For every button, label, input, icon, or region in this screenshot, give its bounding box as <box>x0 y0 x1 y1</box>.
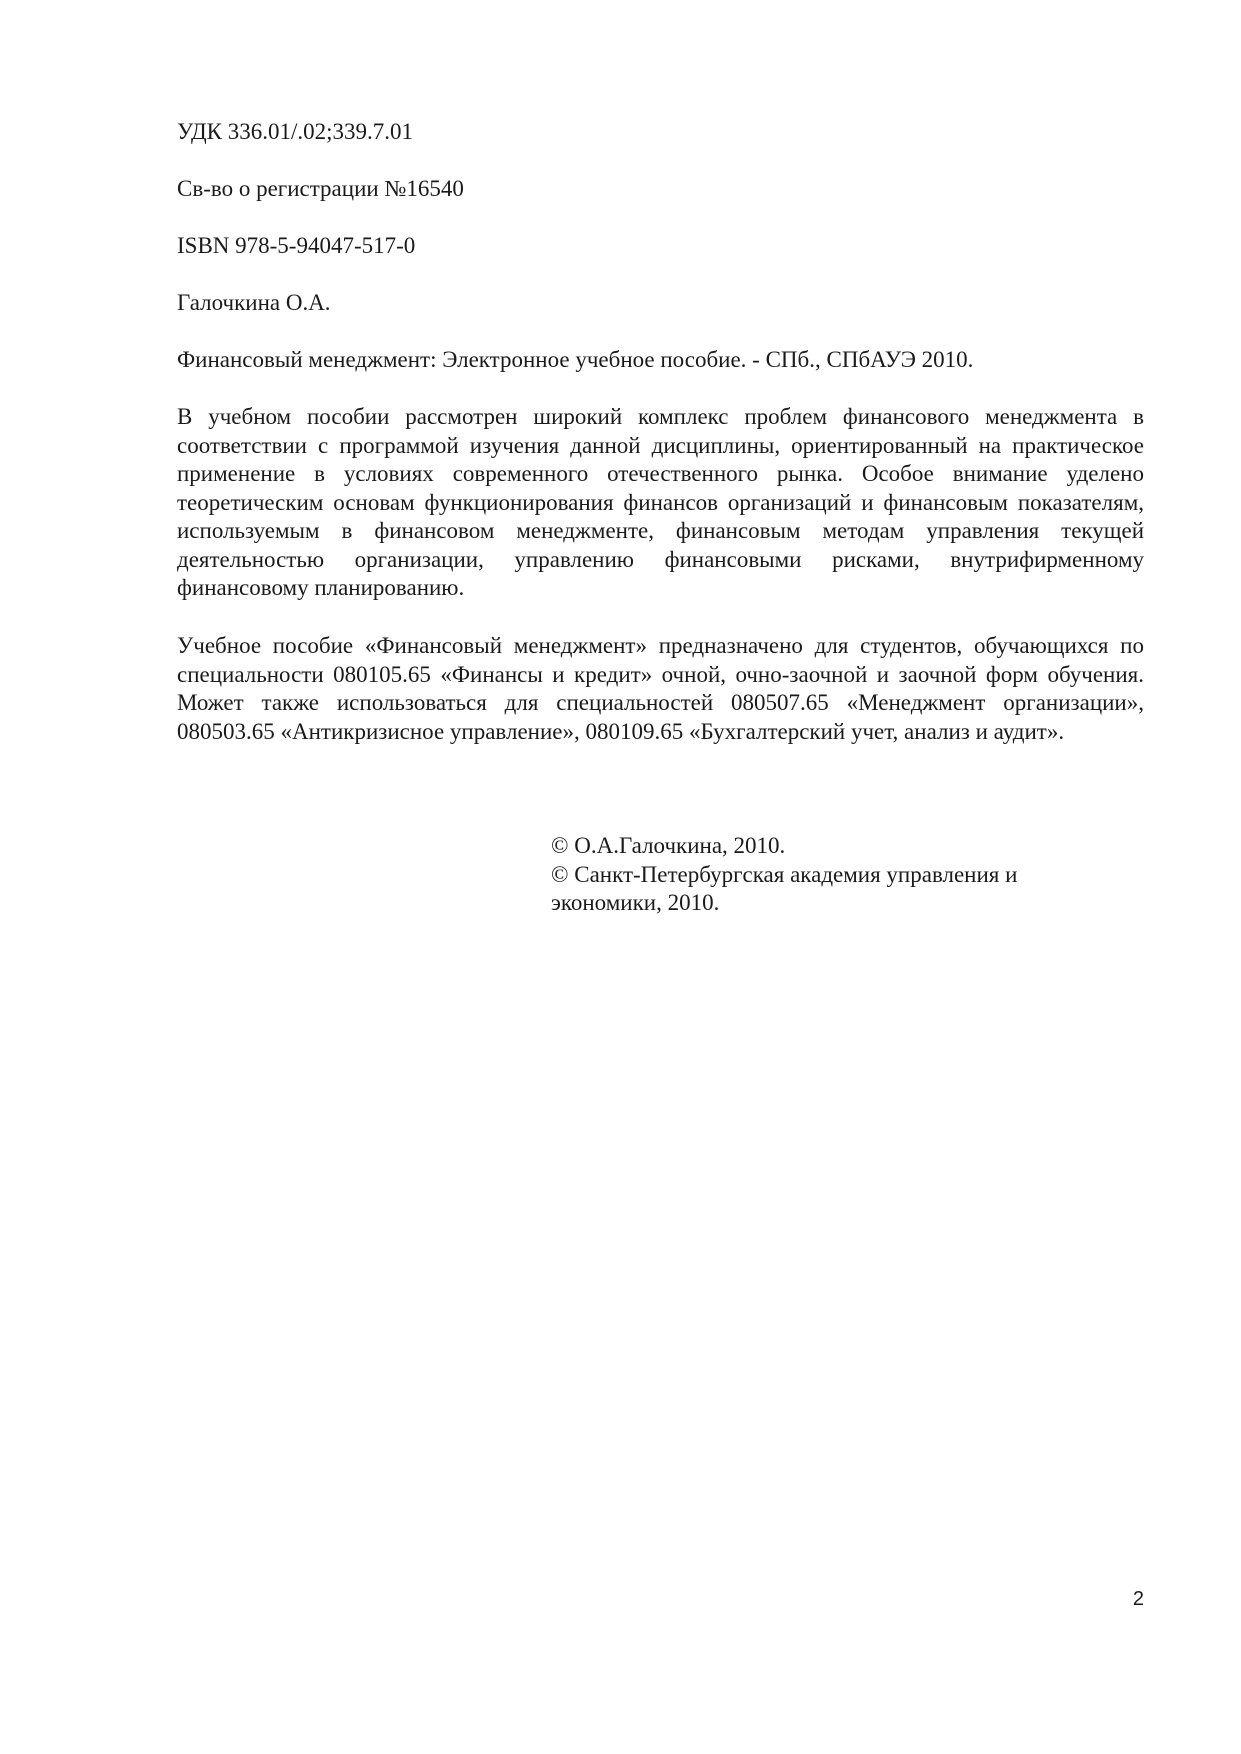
audience-paragraph: Учебное пособие «Финансовый менеджмент» предназначено для студентов, обучающихся по специальности 080105.65 «Финансы и кредит» очной, очно-заочной и заочной форм обучения. Может также использоваться для специальностей 080507.65 «Менеджмент организации», 080503.65 «Антикризисное управление», 080109.65 «Бухгалтерский учет, анализ и аудит». <box>177 633 1144 744</box>
author-line: Галочкина О.А. <box>177 290 331 315</box>
copyright-academy-cont: экономики, 2010. <box>551 890 720 915</box>
page-number: 2 <box>1132 1588 1144 1610</box>
udk-line: УДК 336.01/.02;339.7.01 <box>177 119 414 144</box>
isbn-line: ISBN 978-5-94047-517-0 <box>177 233 416 258</box>
copyright-block <box>551 832 1111 918</box>
abstract-paragraph: В учебном пособии рассмотрен широкий комплекс проблем финансового менеджмента в соответствии с программой изучения данной дисциплины, ориентированный на практическое применение в условиях современного отечественного рынка. Особое внимание уделено теоретическим основам функционирования финансов организаций и финансовым показателям, используемым в финансовом менеджменте, финансовым методам управления текущей деятельностью организации, управлению финансовыми рисками, внутрифирменному финансовому планированию. <box>177 404 1144 600</box>
title-line: Финансовый менеджмент: Электронное учебное пособие. - СПб., СПбАУЭ 2010. <box>177 347 974 372</box>
copyright-academy: © Санкт-Петербургская академия управления и <box>551 861 1018 887</box>
copyright-author: © О.А.Галочкина, 2010. <box>551 833 786 858</box>
registration-line: Св-во о регистрации №16540 <box>177 176 464 201</box>
